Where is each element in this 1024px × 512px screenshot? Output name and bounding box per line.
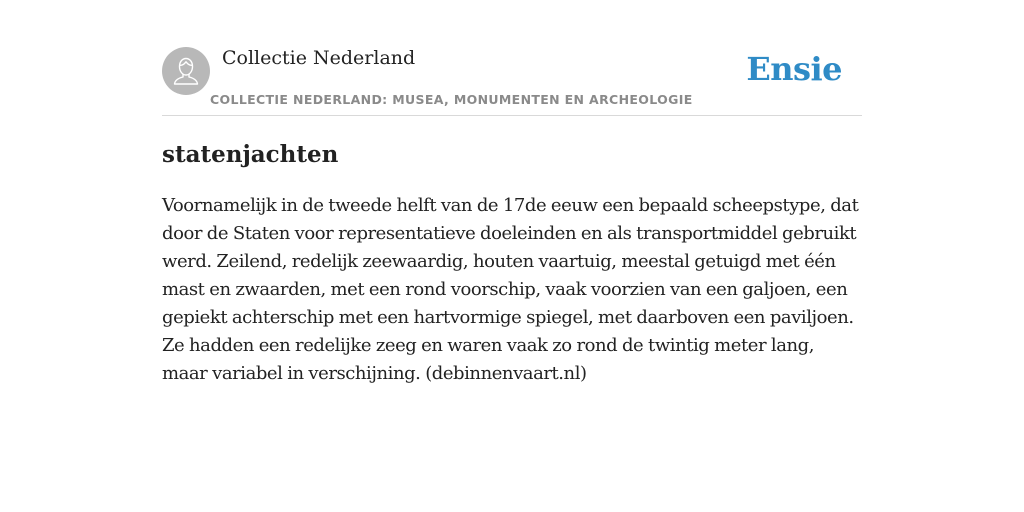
ensie-logo[interactable]: Ensie bbox=[746, 50, 842, 88]
author-name[interactable]: Collectie Nederland bbox=[222, 47, 416, 69]
collection-label[interactable]: COLLECTIE NEDERLAND: MUSEA, MONUMENTEN EN ARCHEOLOGIE bbox=[210, 92, 693, 107]
user-placeholder-icon bbox=[162, 47, 210, 95]
term-title: statenjachten bbox=[162, 141, 339, 168]
author-avatar[interactable] bbox=[162, 47, 210, 95]
definition-text: Voornamelijk in de tweede helft van de 17de eeuw een bepaald scheepstype, dat door de Staten voor representatieve doeleinden en als transportmiddel gebruikt werd. Zeilend, redelijk zeewaardig, houten vaartuig, meestal getuigd met één mast en zwaarden, met een rond voorschip, vaak voorzien van een galjoen, een gepiekt achterschip met een hartvormige spiegel, met daarboven een paviljoen. Ze hadden een redelijke zeeg en waren vaak zo rond de twintig meter lang, maar variabel in verschijning. (debinnenvaart.nl) bbox=[162, 195, 859, 384]
entry-header bbox=[162, 0, 862, 116]
page-container bbox=[162, 0, 862, 512]
